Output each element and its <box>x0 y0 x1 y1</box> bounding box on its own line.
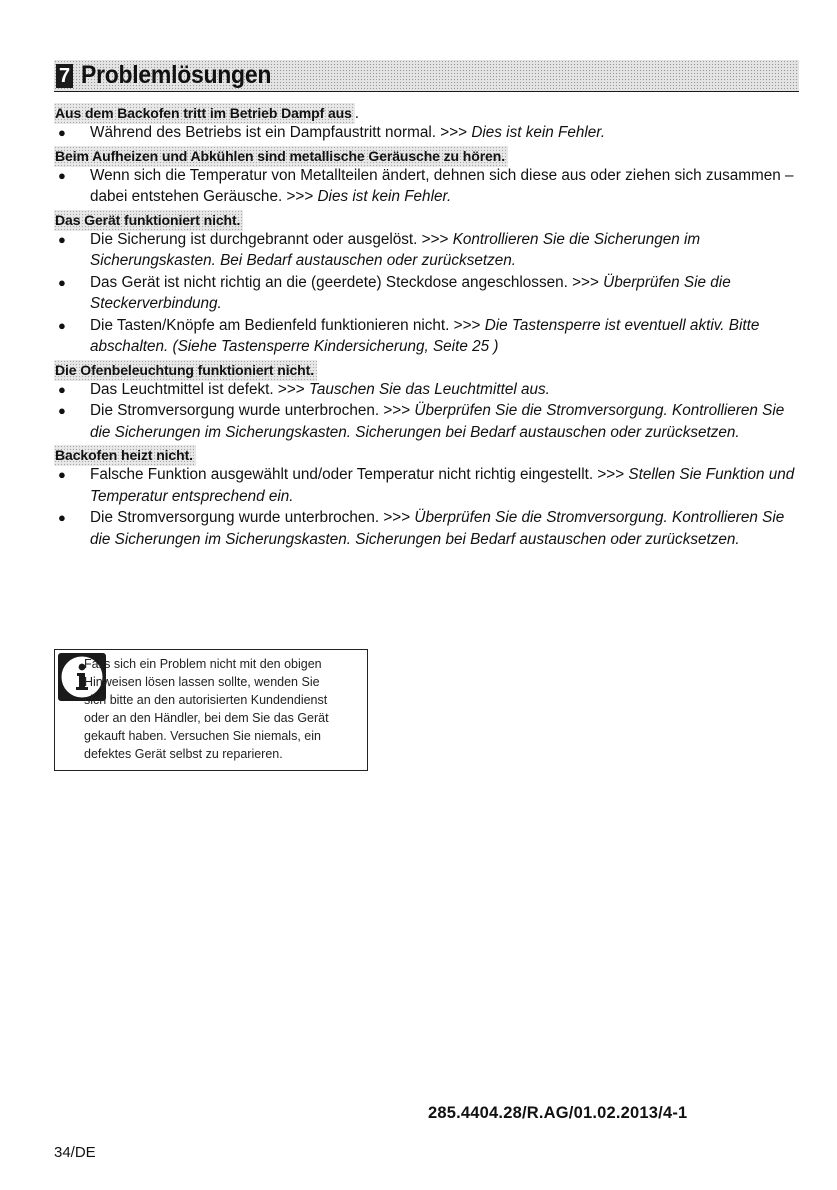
cause-text: Die Sicherung ist durchgebrannt oder ausgelöst. >>> <box>90 230 453 248</box>
chapter-title: Problemlösungen <box>81 61 272 89</box>
section-heading: Aus dem Backofen tritt im Betrieb Dampf aus <box>54 103 355 124</box>
cause-text: Die Tasten/Knöpfe am Bedienfeld funktionieren nicht. >>> <box>90 316 485 334</box>
fix-text: Dies ist kein Fehler. <box>471 124 606 141</box>
chapter-header <box>54 60 799 92</box>
list-item <box>54 464 802 507</box>
list-item <box>54 507 802 550</box>
fix-text: Überprüfen Sie die Stromversorgung. Kontrollieren Sie die Sicherungen im Sicherungskasten. Sicherungen bei Bedarf austauschen oder zurücksetzen. <box>90 402 785 441</box>
fix-text: Die Tastensperre ist eventuell aktiv. Bitte abschalten. (Siehe Tastensperre Kindersicherung, Seite 25 ) <box>90 316 760 355</box>
info-line: Falls sich ein Problem nicht mit den obigen <box>84 657 322 671</box>
section-geraeusche <box>54 144 802 165</box>
troubleshooting-list <box>54 101 802 550</box>
list-item <box>54 122 802 144</box>
info-line: Hinweisen lösen lassen sollte, wenden Sie <box>84 675 320 689</box>
list-item <box>54 315 802 358</box>
list-item <box>54 379 802 401</box>
list-item <box>54 165 802 208</box>
fix-text: Dies ist kein Fehler. <box>317 188 452 205</box>
cause-text: Falsche Funktion ausgewählt und/oder Temperatur nicht richtig eingestellt. >>> <box>90 466 629 483</box>
document-code: 285.4404.28/R.AG/01.02.2013/4-1 <box>428 1104 688 1122</box>
list-item <box>54 400 802 443</box>
cause-text: Wenn sich die Temperatur von Metallteilen ändert, dehnen sich diese aus oder ziehen sich zusammen – dabei entstehen Geräusche. >>> <box>90 166 794 205</box>
section-heizt-nicht <box>54 443 802 464</box>
info-note-box <box>54 649 368 771</box>
chapter-number: 7 <box>56 64 73 88</box>
section-geraet <box>54 208 802 229</box>
fix-text: Überprüfen Sie die Stromversorgung. Kontrollieren Sie die Sicherungen im Sicherungskasten. Sicherungen bei Bedarf austauschen oder zurücksetzen. <box>90 509 785 548</box>
fix-text: Tauschen Sie das Leuchtmittel aus. <box>308 380 550 398</box>
cause-text: Die Stromversorgung wurde unterbrochen. >>> <box>90 509 415 526</box>
bullet-icon: ● <box>58 317 66 333</box>
cause-text: Während des Betriebs ist ein Dampfaustritt normal. >>> <box>90 124 472 141</box>
cause-text: Die Stromversorgung wurde unterbrochen. >>> <box>90 402 415 419</box>
bullet-icon: ● <box>58 510 66 525</box>
section-heading: Das Gerät funktioniert nicht. <box>54 210 243 231</box>
fix-text: Überprüfen Sie die Steckerverbindung. <box>90 273 731 312</box>
section-beleuchtung <box>54 358 802 379</box>
bullet-icon: ● <box>58 381 66 397</box>
cause-text: Das Leuchtmittel ist defekt. >>> <box>90 380 309 398</box>
bullet-icon: ● <box>58 231 66 247</box>
list-item <box>54 229 802 272</box>
info-note-text <box>83 655 365 763</box>
page-number: 34/DE <box>54 1144 96 1161</box>
bullet-icon: ● <box>58 274 66 290</box>
bullet-icon: ● <box>58 125 66 140</box>
info-line: defektes Gerät selbst zu reparieren. <box>84 747 283 761</box>
fix-text: Kontrollieren Sie die Sicherungen im Sicherungskasten. Bei Bedarf austauschen oder zurücksetzen. <box>90 230 701 269</box>
cause-text: Das Gerät ist nicht richtig an die (geerdete) Steckdose angeschlossen. >>> <box>90 273 604 291</box>
bullet-icon: ● <box>58 467 66 482</box>
list-item <box>54 272 802 315</box>
bullet-icon: ● <box>58 403 66 418</box>
heading-period: . <box>354 105 360 122</box>
info-line: gekauft haben. Versuchen Sie niemals, ein <box>84 729 321 743</box>
section-dampf <box>54 101 802 122</box>
fix-text: Stellen Sie Funktion und Temperatur entsprechend ein. <box>90 466 795 505</box>
section-heading: Die Ofenbeleuchtung funktioniert nicht. <box>54 360 317 381</box>
section-heading: Beim Aufheizen und Abkühlen sind metallische Geräusche zu hören. <box>54 146 508 167</box>
bullet-icon: ● <box>58 167 66 183</box>
info-line: sich bitte an den autorisierten Kundendienst <box>84 693 328 707</box>
info-line: oder an den Händler, bei dem Sie das Gerät <box>84 711 329 725</box>
section-heading: Backofen heizt nicht. <box>54 445 196 466</box>
